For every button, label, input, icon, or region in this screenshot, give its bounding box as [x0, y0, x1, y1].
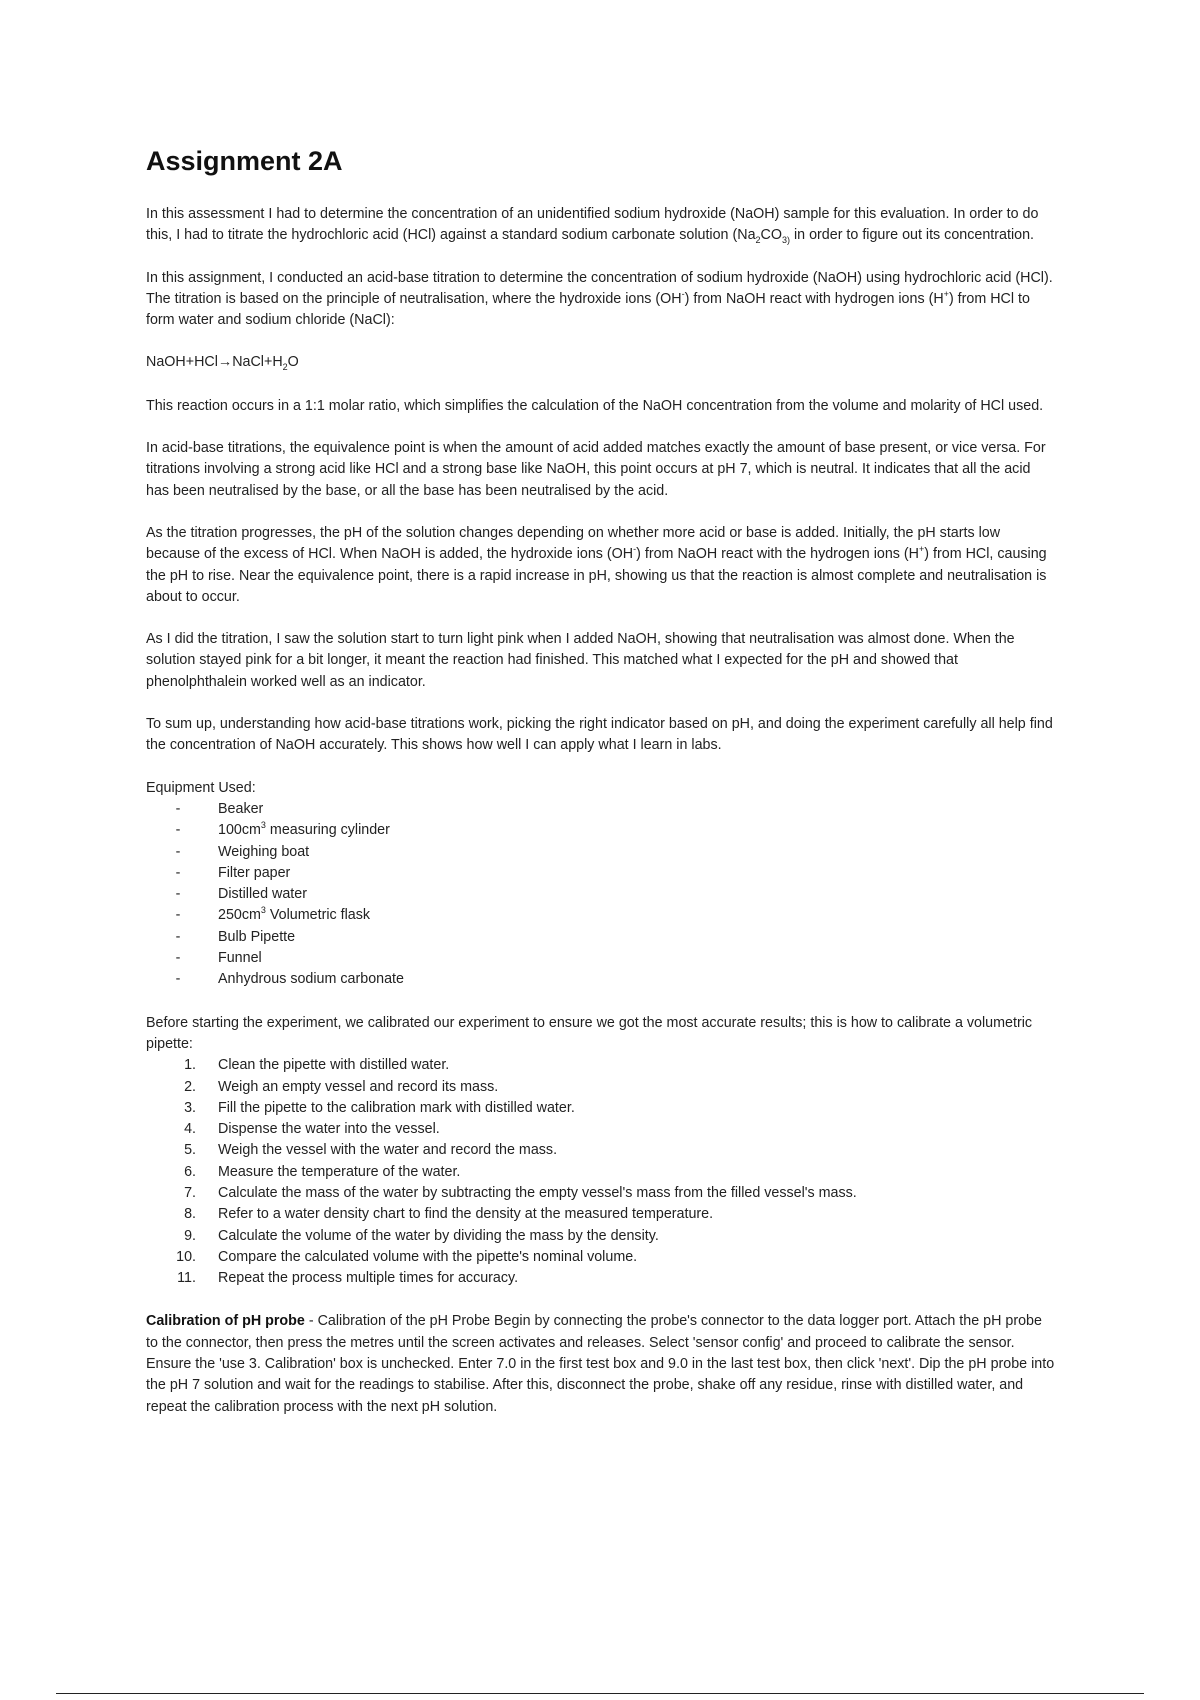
subscript: 2	[755, 235, 761, 246]
calibration-step	[146, 1247, 1056, 1268]
equipment-item-text: Bulb Pipette	[218, 928, 296, 945]
equipment-item	[146, 820, 1056, 841]
molar-ratio-paragraph: This reaction occurs in a 1:1 molar ratio, which simplifies the calculation of the NaOH concentration from the volume and molarity of HCl used.	[146, 397, 1044, 414]
subscript: 3)	[782, 235, 791, 246]
calibration-step	[146, 1268, 1056, 1289]
reaction-equation	[146, 352, 1056, 373]
text-run: ) from HCl, causing the pH to rise. Near the equivalence point, there is a rapid increase in pH, showing us that the reaction is almost complete and neutralisation is about to occur.	[146, 546, 1047, 605]
bullet-marker: -	[175, 950, 181, 967]
equivalence-paragraph: In acid-base titrations, the equivalence point is when the amount of acid added matches exactly the amount of base present, or vice versa. For titrations involving a strong acid like HCl and a strong base like NaOH, this point occurs at pH 7, which is neutral. It indicates that all the acid has been neutralised by the base, or all the base has been neutralised by the acid.	[146, 440, 1046, 499]
bullet-marker: -	[175, 886, 181, 903]
equipment-item-text: Anhydrous sodium carbonate	[218, 971, 404, 988]
step-number: 6.	[184, 1163, 196, 1180]
bullet-marker: -	[175, 928, 181, 945]
bullet-marker: -	[175, 822, 181, 839]
equipment-item	[146, 884, 1056, 905]
page-title: Assignment 2A	[146, 146, 343, 176]
step-number: 8.	[184, 1206, 196, 1223]
superscript: +	[919, 544, 925, 555]
text-run: in order to figure out its concentration.	[790, 227, 1034, 244]
equipment-item-text: Beaker	[218, 800, 264, 817]
step-number: 10.	[176, 1248, 196, 1265]
equipment-item	[146, 969, 1056, 990]
calibration-step	[146, 1119, 1056, 1140]
calibration-step	[146, 1162, 1056, 1183]
step-number: 3.	[184, 1099, 196, 1116]
calibration-step	[146, 1055, 1056, 1076]
bullet-marker: -	[175, 907, 181, 924]
superscript: -	[633, 544, 637, 555]
equipment-item-text: 250cm	[218, 907, 261, 924]
summary-paragraph: To sum up, understanding how acid-base titrations work, picking the right indicator based on pH, and doing the experiment carefully all help find the concentration of NaOH accurately. This shows how well I can apply what I learn in labs.	[146, 716, 1053, 754]
text-run: O	[287, 354, 299, 371]
step-number: 4.	[184, 1121, 196, 1138]
equipment-item-rest: Volumetric flask	[265, 907, 371, 924]
equipment-list	[146, 799, 1056, 991]
equipment-item	[146, 842, 1056, 863]
step-number: 9.	[184, 1227, 196, 1244]
calibration-step	[146, 1140, 1056, 1161]
text-run: CO	[760, 227, 782, 244]
step-text: Measure the temperature of the water.	[218, 1163, 461, 1180]
text-run: NaOH+HCl→NaCl+H	[146, 354, 283, 371]
step-text: Weigh the vessel with the water and record the mass.	[218, 1142, 558, 1159]
calibration-step	[146, 1183, 1056, 1204]
text-run: ) from NaOH react with the hydrogen ions (H	[636, 546, 920, 563]
calibration-step	[146, 1204, 1056, 1225]
superscript: +	[943, 289, 949, 300]
step-number: 7.	[184, 1184, 196, 1201]
step-text: Repeat the process multiple times for accuracy.	[218, 1270, 519, 1287]
equipment-item-text: Distilled water	[218, 886, 307, 903]
calibration-step	[146, 1077, 1056, 1098]
superscript: -	[681, 289, 685, 300]
equipment-item-text: Weighing boat	[218, 843, 310, 860]
pipette-calibration-intro: Before starting the experiment, we calibrated our experiment to ensure we got the most accurate results; this is how to calibrate a volumetric pipette:	[146, 1014, 1033, 1052]
step-number: 5.	[184, 1142, 196, 1159]
step-text: Calculate the volume of the water by dividing the mass by the density.	[218, 1227, 659, 1244]
ph-probe-paragraph	[146, 1311, 1056, 1417]
bullet-marker: -	[175, 843, 181, 860]
step-number: 2.	[184, 1078, 196, 1095]
bullet-marker: -	[175, 971, 181, 988]
equipment-item	[146, 927, 1056, 948]
equipment-item	[146, 863, 1056, 884]
observation-paragraph: As I did the titration, I saw the solution start to turn light pink when I added NaOH, showing that neutralisation was almost done. When the solution stayed pink for a bit longer, it meant the reaction had finished. This matched what I expected for the pH and showed that phenolphthalein worked well as an indicator.	[146, 631, 1015, 690]
step-text: Weigh an empty vessel and record its mass.	[218, 1078, 499, 1095]
subscript: 2	[282, 362, 288, 373]
text-run: ) from HCl to form water and sodium chloride (NaCl):	[146, 290, 1030, 329]
intro-paragraph-2	[146, 268, 1056, 332]
footer-rule	[56, 1693, 1144, 1694]
calibration-step	[146, 1098, 1056, 1119]
ph-change-paragraph	[146, 523, 1056, 608]
step-number: 1.	[184, 1057, 196, 1074]
document-body	[146, 204, 1056, 1439]
calibration-step	[146, 1226, 1056, 1247]
step-number: 11.	[177, 1270, 196, 1287]
step-text: Dispense the water into the vessel.	[218, 1121, 440, 1138]
equipment-item	[146, 799, 1056, 820]
equipment-item-text: Filter paper	[218, 864, 291, 881]
ph-probe-text: - Calibration of the pH Probe Begin by connecting the probe's connector to the data logger port. Attach the pH probe to the connector, then press the metres until the screen activates and releases. Select 'sensor config' and proceed to calibrate the sensor. Ensure the 'use 3. Calibration' box is unchecked. Enter 7.0 in the first test box and 9.0 in the last test box, then click 'next'. Dip the pH probe into the pH 7 solution and wait for the readings to stabilise. After this, disconnect the probe, shake off any residue, rinse with distilled water, and repeat the calibration process with the next pH solution.	[146, 1313, 1055, 1415]
bullet-marker: -	[175, 800, 181, 817]
intro-paragraph-1	[146, 204, 1056, 247]
superscript: 3	[260, 905, 266, 916]
text-run: As the titration progresses, the pH of the solution changes depending on whether more acid or base is added. Initially, the pH starts low because of the excess of HCl. When NaOH is added, the hydroxide ions (OH	[146, 524, 1001, 563]
ph-probe-label: Calibration of pH probe	[146, 1313, 305, 1330]
equipment-item-text: Funnel	[218, 950, 262, 967]
text-run: In this assignment, I conducted an acid-base titration to determine the concentration of sodium hydroxide (NaOH) using hydrochloric acid (HCl). The titration is based on the principle of neutralisation, where the hydroxide ions (OH	[146, 269, 1053, 307]
step-text: Compare the calculated volume with the pipette's nominal volume.	[218, 1248, 638, 1265]
step-text: Calculate the mass of the water by subtracting the empty vessel's mass from the filled vessel's mass.	[218, 1184, 857, 1201]
superscript: 3	[260, 820, 266, 831]
equipment-item-rest: measuring cylinder	[265, 822, 390, 839]
step-text: Refer to a water density chart to find the density at the measured temperature.	[218, 1206, 714, 1223]
step-text: Clean the pipette with distilled water.	[218, 1057, 450, 1074]
pipette-calibration-steps	[146, 1055, 1056, 1289]
equipment-item	[146, 948, 1056, 969]
text-run: ) from NaOH react with hydrogen ions (H	[684, 290, 944, 307]
equipment-heading: Equipment Used:	[146, 779, 256, 796]
equipment-item-text: 100cm	[218, 822, 261, 839]
text-run: In this assessment I had to determine the concentration of an unidentified sodium hydroxide (NaOH) sample for this evaluation. In order to do this, I had to titrate the hydrochloric acid (HCl) against a standard sodium carbonate solution (Na	[146, 206, 1039, 244]
step-text: Fill the pipette to the calibration mark with distilled water.	[218, 1099, 575, 1116]
equipment-item	[146, 905, 1056, 926]
bullet-marker: -	[175, 864, 181, 881]
